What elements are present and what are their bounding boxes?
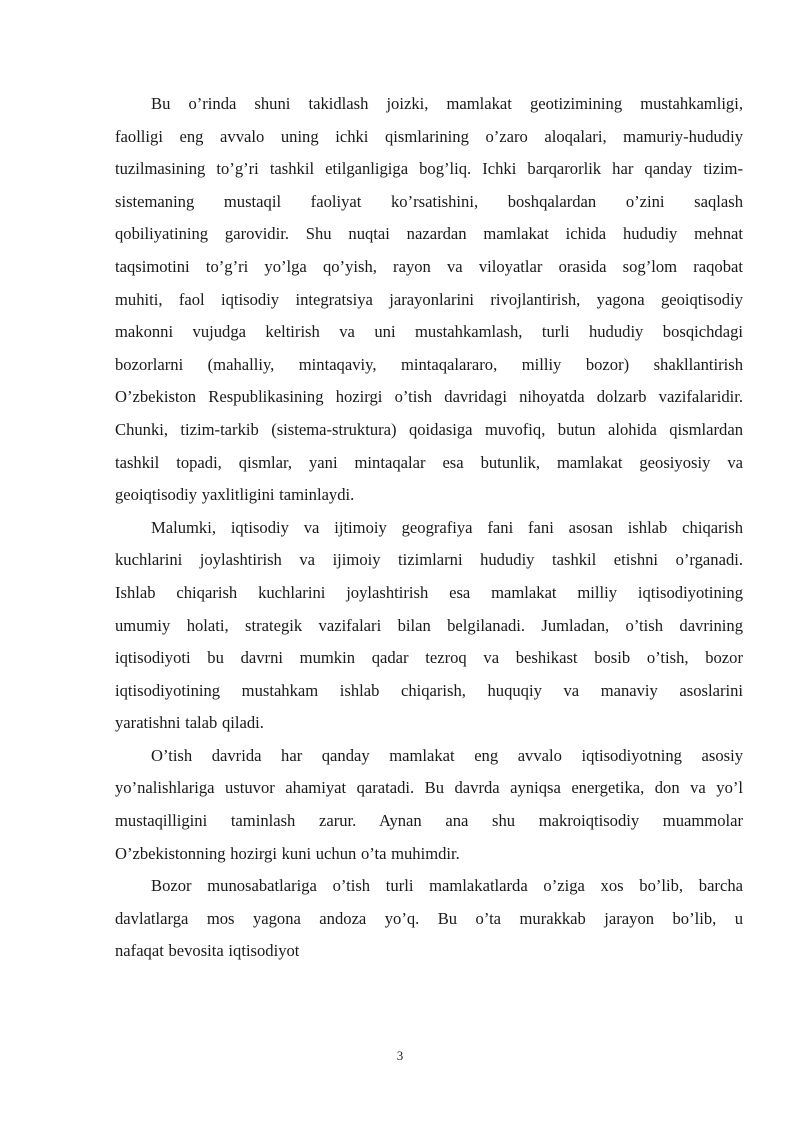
text-line: qobiliyatining garovidir. Shu nuqtai nazardan mamlakat ichida hududiy mehnat <box>115 224 743 244</box>
text-line: O’zbekistonning hozirgi kuni uchun o’ta muhimdir. <box>115 843 460 863</box>
text-line: Chunki, tizim-tarkib (sistema-struktura) qoidasiga muvofiq, butun alohida qismlardan <box>115 419 743 439</box>
text-line: iqtisodiyotining mustahkam ishlab chiqarish, huquqiy va manaviy asoslarini <box>115 680 743 700</box>
text-line: yo’nalishlariga ustuvor ahamiyat qaratadi. Bu davrda ayniqsa energetika, don va yo’l <box>115 778 743 798</box>
text-line: bozorlarni (mahalliy, mintaqaviy, mintaqalararo, milliy bozor) shakllantirish <box>115 354 743 374</box>
text-line: Malumki, iqtisodiy va ijtimoiy geografiya fani fani asosan ishlab chiqarish <box>151 517 743 537</box>
text-line: tuzilmasining to’g’ri tashkil etilganligiga bog’liq. Ichki barqarorlik har qanday tizim- <box>115 159 743 179</box>
text-line: Bozor munosabatlariga o’tish turli mamlakatlarda o’ziga xos bo’lib, barcha <box>151 876 743 896</box>
text-line: sistemaning mustaqil faoliyat ko’rsatishini, boshqalardan o’zini saqlash <box>115 191 743 211</box>
text-line: umumiy holati, strategik vazifalari bilan belgilanadi. Jumladan, o’tish davrining <box>115 615 743 635</box>
paragraph <box>115 740 743 870</box>
text-line: iqtisodiyoti bu davrni mumkin qadar tezroq va beshikast bosib o’tish, bozor <box>115 648 743 668</box>
paragraph <box>115 512 743 740</box>
document-body <box>115 88 743 968</box>
document-page <box>115 88 743 968</box>
text-line: kuchlarini joylashtirish va ijimoiy tizimlarni hududiy tashkil etishni o’rganadi. <box>115 550 743 570</box>
text-line: Ishlab chiqarish kuchlarini joylashtirish esa mamlakat milliy iqtisodiyotining <box>115 582 743 602</box>
paragraph <box>115 88 743 512</box>
text-line: makonni vujudga keltirish va uni mustahkamlash, turli hududiy bosqichdagi <box>115 322 743 342</box>
text-line: O’tish davrida har qanday mamlakat eng avvalo iqtisodiyotning asosiy <box>151 745 743 765</box>
text-line: Bu o’rinda shuni takidlash joizki, mamlakat geotizimining mustahkamligi, <box>151 94 743 113</box>
text-line: muhiti, faol iqtisodiy integratsiya jarayonlarini rivojlantirish, yagona geoiqtisodiy <box>115 289 743 309</box>
paragraph <box>115 870 743 968</box>
text-line: nafaqat bevosita iqtisodiyot <box>115 941 300 961</box>
text-line: tashkil topadi, qismlar, yani mintaqalar esa butunlik, mamlakat geosiyosiy va <box>115 452 743 472</box>
text-line: geoiqtisodiy yaxlitligini taminlaydi. <box>115 485 355 505</box>
text-line: yaratishni talab qiladi. <box>115 713 264 733</box>
text-line: mustaqilligini taminlash zarur. Aynan ana shu makroiqtisodiy muammolar <box>115 811 743 831</box>
text-line: faolligi eng avvalo uning ichki qismlarining o’zaro aloqalari, mamuriy-hududiy <box>115 126 743 146</box>
text-line: O’zbekiston Respublikasining hozirgi o’tish davridagi nihoyatda dolzarb vazifalaridir. <box>115 387 743 407</box>
text-line: davlatlarga mos yagona andoza yo’q. Bu o’ta murakkab jarayon bo’lib, u <box>115 908 743 928</box>
page-number: 3 <box>396 1048 404 1063</box>
text-line: taqsimotini to’g’ri yo’lga qo’yish, rayon va viloyatlar orasida sog’lom raqobat <box>115 256 743 276</box>
